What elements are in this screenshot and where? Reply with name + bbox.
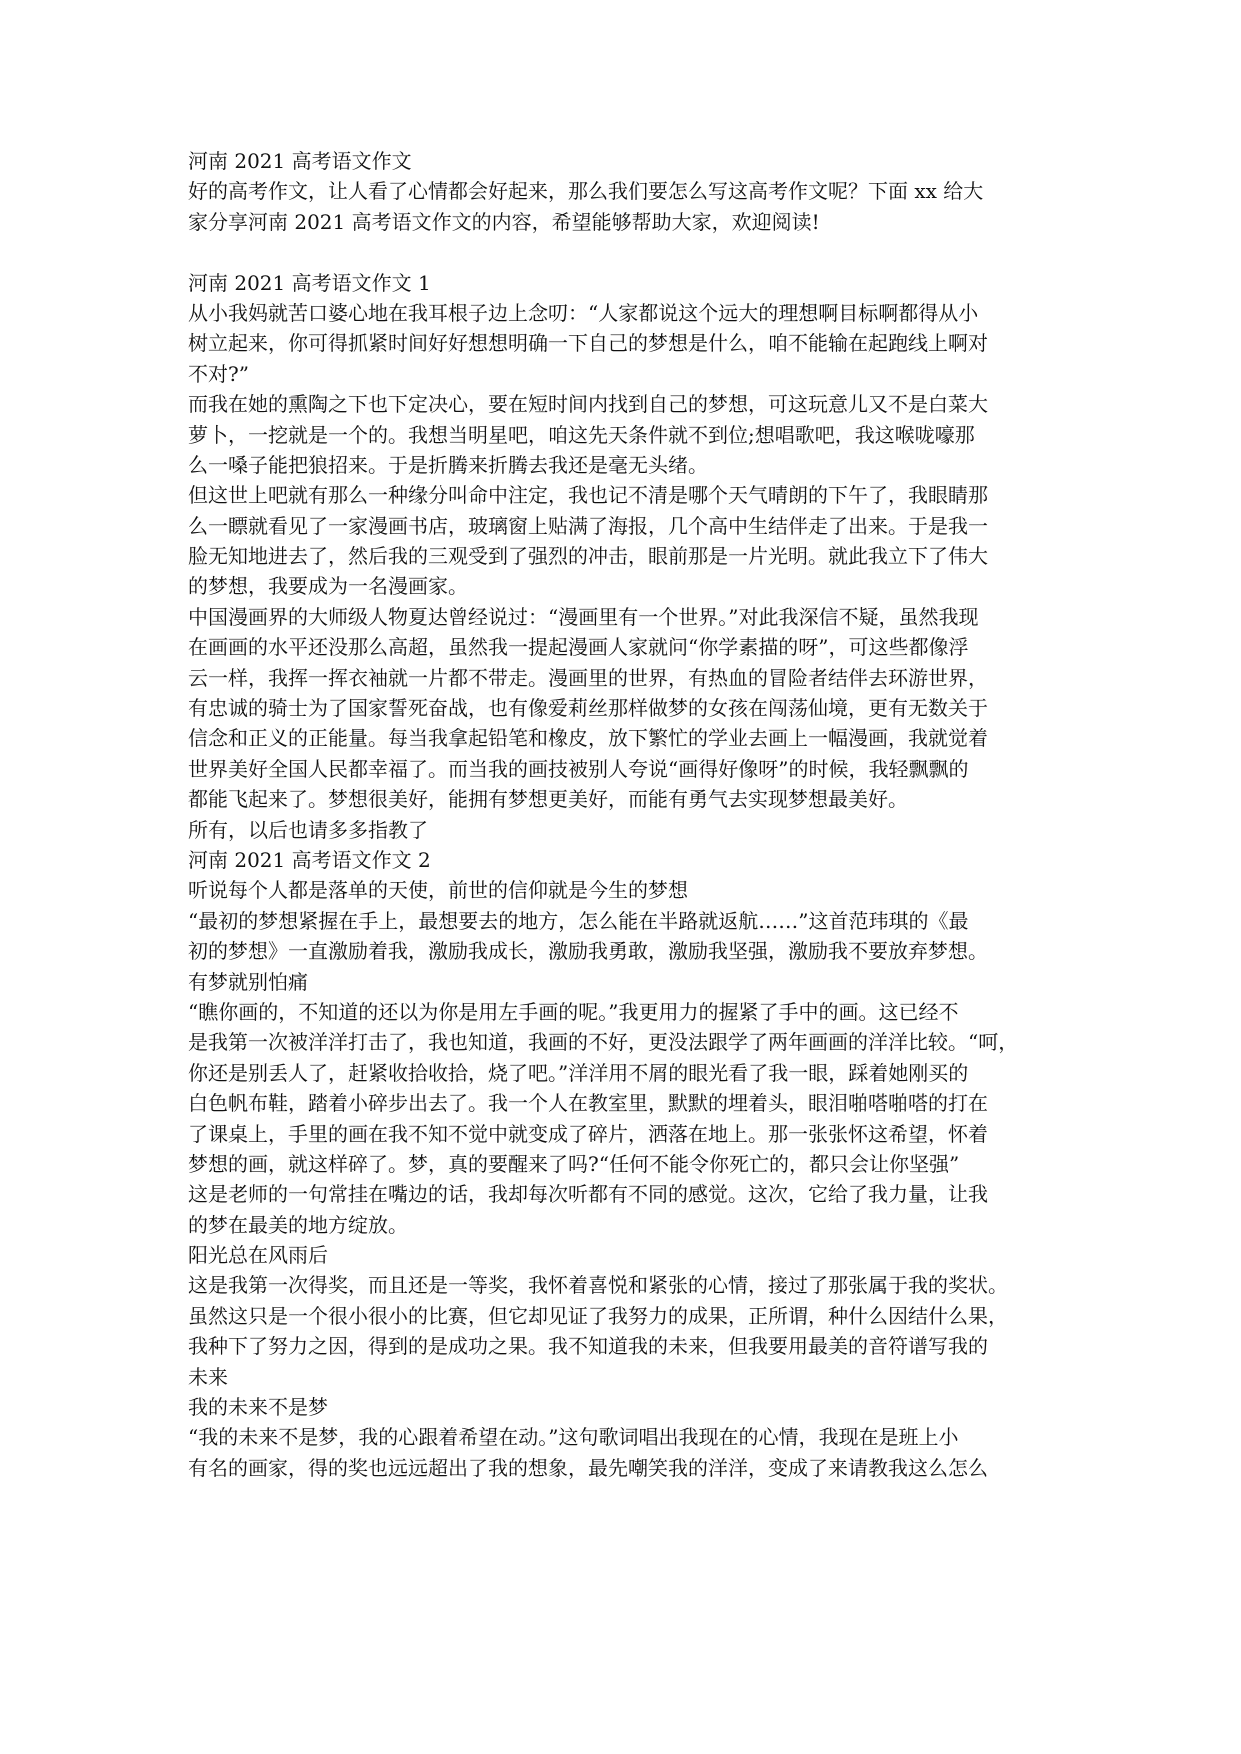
essay-1-line: 树立起来，你可得抓紧时间好好想想明确一下自己的梦想是什么，咱不能输在起跑线上啊对: [188, 331, 988, 356]
essay-1-line: 脸无知地进去了，然后我的三观受到了强烈的冲击，眼前那是一片光明。就此我立下了伟大: [188, 544, 988, 569]
essay-1-line: 而我在她的熏陶之下也下定决心，要在短时间内找到自己的梦想，可这玩意儿又不是白菜大: [188, 392, 988, 417]
essay-2-line: 虽然这只是一个很小很小的比赛，但它却见证了我努力的成果，正所谓，种什么因结什么果，: [188, 1303, 1008, 1328]
essay-2-line: 是我第一次被洋洋打击了，我也知道，我画的不好，更没法跟学了两年画画的洋洋比较。“呵，: [188, 1030, 1019, 1055]
essay-1-line: 从小我妈就苦口婆心地在我耳根子边上念叨：“人家都说这个远大的理想啊目标啊都得从小: [188, 300, 979, 325]
essay-1-line: 的梦想，我要成为一名漫画家。: [188, 574, 468, 599]
essay-2-line: 有名的画家，得的奖也远远超出了我的想象，最先嘲笑我的洋洋，变成了来请教我这么怎么: [188, 1455, 988, 1480]
document-title: 河南 2021 高考语文作文: [188, 149, 412, 173]
essay-1-line: 么一瞟就看见了一家漫画书店，玻璃窗上贴满了海报，几个高中生结伴走了出来。于是我一: [188, 513, 988, 538]
essay-2-subheading: 我的未来不是梦: [188, 1395, 328, 1420]
intro-line: 好的高考作文，让人看了心情都会好起来，那么我们要怎么写这高考作文呢？下面 xx 给大: [188, 179, 984, 204]
essay-2-line: 梦想的画，就这样碎了。梦，真的要醒来了吗?“任何不能令你死亡的，都只会让你坚强”: [188, 1151, 960, 1176]
essay-1-line: 云一样，我挥一挥衣袖就一片都不带走。漫画里的世界，有热血的冒险者结伴去环游世界，: [188, 665, 988, 690]
essay-1-title: 河南 2021 高考语文作文 1: [188, 270, 431, 295]
essay-2-line: 了课桌上，手里的画在我不知不觉中就变成了碎片，洒落在地上。那一张张怀这希望，怀着: [188, 1121, 988, 1146]
essay-1-line: 不对?”: [188, 361, 249, 386]
essay-2-line: 的梦在最美的地方绽放。: [188, 1212, 408, 1237]
essay-2-line: “最初的梦想紧握在手上，最想要去的地方，怎么能在半路就返航……”这首范玮琪的《最: [188, 908, 969, 933]
essay-2-line: “我的未来不是梦，我的心跟着希望在动。”这句歌词唱出我现在的心情，我现在是班上小: [188, 1425, 959, 1450]
essay-1-line: 有忠诚的骑士为了国家誓死奋战，也有像爱莉丝那样做梦的女孩在闯荡仙境，更有无数关于: [188, 696, 988, 721]
essay-2-line: 你还是别丢人了，赶紧收拾收拾，烧了吧。”洋洋用不屑的眼光看了我一眼，踩着她刚买的: [188, 1060, 969, 1085]
document-body: [188, 146, 1068, 1483]
essay-2-subheading: 有梦就别怕痛: [188, 969, 308, 994]
essay-2-line: 我种下了努力之因，得到的是成功之果。我不知道我的未来，但我要用最美的音符谱写我的: [188, 1334, 988, 1359]
essay-1-line: 中国漫画界的大师级人物夏达曾经说过：“漫画里有一个世界。”对此我深信不疑，虽然我现: [188, 604, 979, 629]
essay-1-line: 在画画的水平还没那么高超，虽然我一提起漫画人家就问“你学素描的呀”，可这些都像浮: [188, 635, 969, 660]
essay-1-line: 但这世上吧就有那么一种缘分叫命中注定，我也记不清是哪个天气晴朗的下午了，我眼睛那: [188, 483, 988, 508]
essay-2-line: 这是老师的一句常挂在嘴边的话，我却每次听都有不同的感觉。这次，它给了我力量，让我: [188, 1182, 988, 1207]
essay-1-line: 萝卜，一挖就是一个的。我想当明星吧，咱这先天条件就不到位;想唱歌吧，我这喉咙嚎那: [188, 422, 975, 447]
essay-1-line: 所有，以后也请多多指教了: [188, 817, 428, 842]
essay-1-line: 世界美好全国人民都幸福了。而当我的画技被别人夸说“画得好像呀”的时候，我轻飘飘的: [188, 756, 969, 781]
intro-line: 家分享河南 2021 高考语文作文的内容，希望能够帮助大家，欢迎阅读!: [188, 209, 820, 234]
essay-2-line: 初的梦想》一直激励着我，激励我成长，激励我勇敢，激励我坚强，激励我不要放弃梦想。: [188, 939, 988, 964]
essay-2-line: 白色帆布鞋，踏着小碎步出去了。我一个人在教室里，默默的埋着头，眼泪啪嗒啪嗒的打在: [188, 1091, 988, 1116]
essay-2-line: 听说每个人都是落单的天使，前世的信仰就是今生的梦想: [188, 878, 688, 903]
blank-line: [188, 237, 1068, 267]
essay-1-line: 都能飞起来了。梦想很美好，能拥有梦想更美好，而能有勇气去实现梦想最美好。: [188, 787, 908, 812]
essay-1-line: 信念和正义的正能量。每当我拿起铅笔和橡皮，放下繁忙的学业去画上一幅漫画，我就觉着: [188, 726, 988, 751]
essay-2-title: 河南 2021 高考语文作文 2: [188, 847, 431, 872]
essay-1-line: 么一嗓子能把狼招来。于是折腾来折腾去我还是毫无头绪。: [188, 452, 708, 477]
essay-2-line: 未来: [188, 1364, 228, 1389]
essay-2-subheading: 阳光总在风雨后: [188, 1243, 328, 1268]
essay-2-line: 这是我第一次得奖，而且还是一等奖，我怀着喜悦和紧张的心情，接过了那张属于我的奖状。: [188, 1273, 1008, 1298]
essay-2-line: “瞧你画的，不知道的还以为你是用左手画的呢。”我更用力的握紧了手中的画。这已经不: [188, 999, 959, 1024]
